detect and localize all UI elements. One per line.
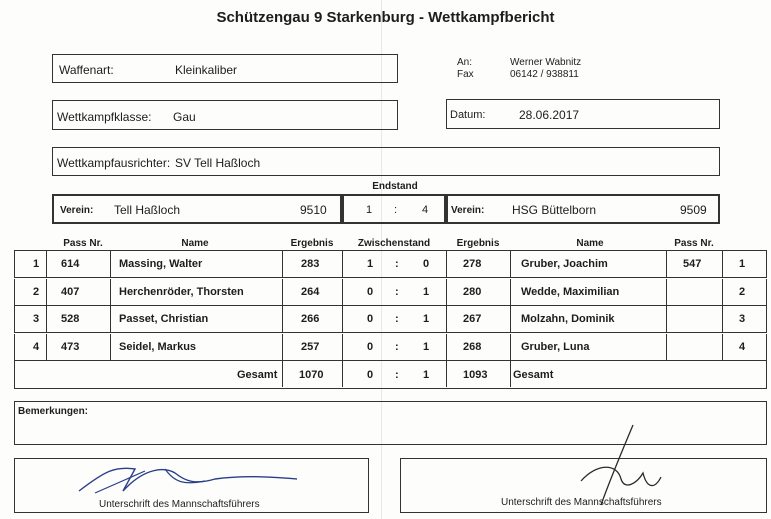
ausrichter-box <box>52 147 720 176</box>
pass-nr-left: 528 <box>61 313 80 325</box>
wettkampfklasse-label: Wettkampfklasse: <box>57 110 152 124</box>
shooter-name-left: Passet, Christian <box>119 313 209 325</box>
signature-right-box <box>400 458 767 513</box>
shooter-name-left: Massing, Walter <box>119 258 203 270</box>
shooter-name-right: Molzahn, Dominik <box>521 313 615 325</box>
signature-left-scribble <box>75 461 305 499</box>
shooter-name-right: Gruber, Luna <box>521 340 590 353</box>
zwischen-sep: : <box>395 313 399 325</box>
verein-left-box <box>52 194 342 224</box>
header-name-right: Name <box>576 238 604 249</box>
gesamt-label-right: Gesamt <box>513 369 554 381</box>
gesamt-label-left: Gesamt <box>237 369 278 381</box>
signature-right-label: Unterschrift des Mannschaftsführers <box>501 497 662 508</box>
verein-right-box <box>446 194 720 224</box>
gesamt-left: 1070 <box>299 369 324 381</box>
ergebnis-left: 266 <box>301 313 320 325</box>
header-ergebnis-left: Ergebnis <box>290 238 334 249</box>
zwischen-left: 0 <box>367 313 374 325</box>
waffenart-box <box>52 54 398 83</box>
zwischen-right: 1 <box>423 285 430 298</box>
endstand-score-right: 4 <box>422 204 429 216</box>
wettkampfklasse-value: Gau <box>173 110 196 124</box>
header-pass-right: Pass Nr. <box>674 238 714 249</box>
table-row <box>14 306 767 333</box>
gesamt-right: 1093 <box>463 369 488 381</box>
zwischen-sep: : <box>395 258 399 270</box>
gesamt-sep: : <box>395 369 399 381</box>
zwischen-left: 0 <box>367 340 374 353</box>
waffenart-label: Waffenart: <box>59 63 114 77</box>
row-number-right: 1 <box>739 258 746 270</box>
endstand-score-sep: : <box>394 204 398 216</box>
page-title: Schützengau 9 Starkenburg - Wettkampfbericht <box>216 9 555 26</box>
ergebnis-right: 268 <box>463 340 482 353</box>
table-row <box>14 334 767 361</box>
verein-left-name: Tell Haßloch <box>114 203 181 217</box>
row-number-right: 2 <box>739 285 746 298</box>
wettkampfklasse-box <box>52 100 398 130</box>
verein-left-label: Verein: <box>60 205 94 216</box>
gesamt-z1: 0 <box>367 369 374 381</box>
datum-value: 28.06.2017 <box>519 108 580 122</box>
zwischen-right: 1 <box>423 340 430 353</box>
zwischen-right: 0 <box>423 258 430 270</box>
an-label: An: <box>457 57 473 68</box>
row-number-left: 3 <box>33 313 40 325</box>
zwischen-right: 1 <box>423 313 430 325</box>
table-row <box>14 251 767 278</box>
table-row <box>14 279 767 306</box>
endstand-score-left: 1 <box>366 204 373 216</box>
row-number-right: 3 <box>739 313 746 325</box>
verein-left-score: 9510 <box>300 203 327 217</box>
fax-value: 06142 / 938811 <box>510 69 579 80</box>
shooter-name-left: Herchenröder, Thorsten <box>119 285 244 298</box>
endstand-label: Endstand <box>372 181 418 192</box>
an-value: Werner Wabnitz <box>510 57 582 68</box>
fax-label: Fax <box>457 69 474 80</box>
zwischen-left: 1 <box>367 258 374 270</box>
header-zwischenstand: Zwischenstand <box>357 238 431 249</box>
verein-right-name: HSG Büttelborn <box>512 203 597 217</box>
ergebnis-left: 257 <box>301 340 320 353</box>
bemerkungen-label: Bemerkungen: <box>18 406 89 417</box>
row-number-left: 1 <box>33 258 40 270</box>
ergebnis-left: 264 <box>301 285 320 298</box>
pass-nr-left: 614 <box>61 258 80 270</box>
waffenart-value: Kleinkaliber <box>175 63 238 77</box>
header-pass-left: Pass Nr. <box>63 238 103 249</box>
zwischen-sep: : <box>395 340 399 353</box>
pass-nr-left: 407 <box>61 285 80 298</box>
header-name-left: Name <box>181 238 209 249</box>
verein-right-label: Verein: <box>451 205 485 216</box>
row-number-left: 2 <box>33 285 40 298</box>
ausrichter-value: SV Tell Haßloch <box>175 156 261 170</box>
ausrichter-label: Wettkampfausrichter: <box>57 156 171 170</box>
header-ergebnis-right: Ergebnis <box>456 238 500 249</box>
datum-label: Datum: <box>450 109 486 121</box>
verein-right-score: 9509 <box>680 203 707 217</box>
gesamt-z2: 1 <box>423 369 430 381</box>
shooter-name-left: Seidel, Markus <box>119 340 197 353</box>
shooter-name-right: Gruber, Joachim <box>521 258 608 270</box>
ergebnis-right: 278 <box>463 258 482 270</box>
pass-nr-left: 473 <box>61 340 80 353</box>
shooter-name-right: Wedde, Maximilian <box>521 285 620 298</box>
ergebnis-right: 280 <box>463 285 482 298</box>
row-number-left: 4 <box>33 340 40 353</box>
signature-right-scribble <box>551 419 681 509</box>
pass-nr-right: 547 <box>683 258 702 270</box>
signature-left-label: Unterschrift des Mannschaftsführers <box>99 499 260 510</box>
zwischen-sep: : <box>395 285 399 298</box>
row-number-right: 4 <box>739 340 746 353</box>
datum-box <box>446 99 720 129</box>
endstand-score-box <box>342 194 446 224</box>
ergebnis-left: 283 <box>301 258 320 270</box>
zwischen-left: 0 <box>367 285 374 298</box>
gesamt-row <box>14 361 767 389</box>
signature-left-box <box>14 458 369 513</box>
ergebnis-right: 267 <box>463 313 482 325</box>
